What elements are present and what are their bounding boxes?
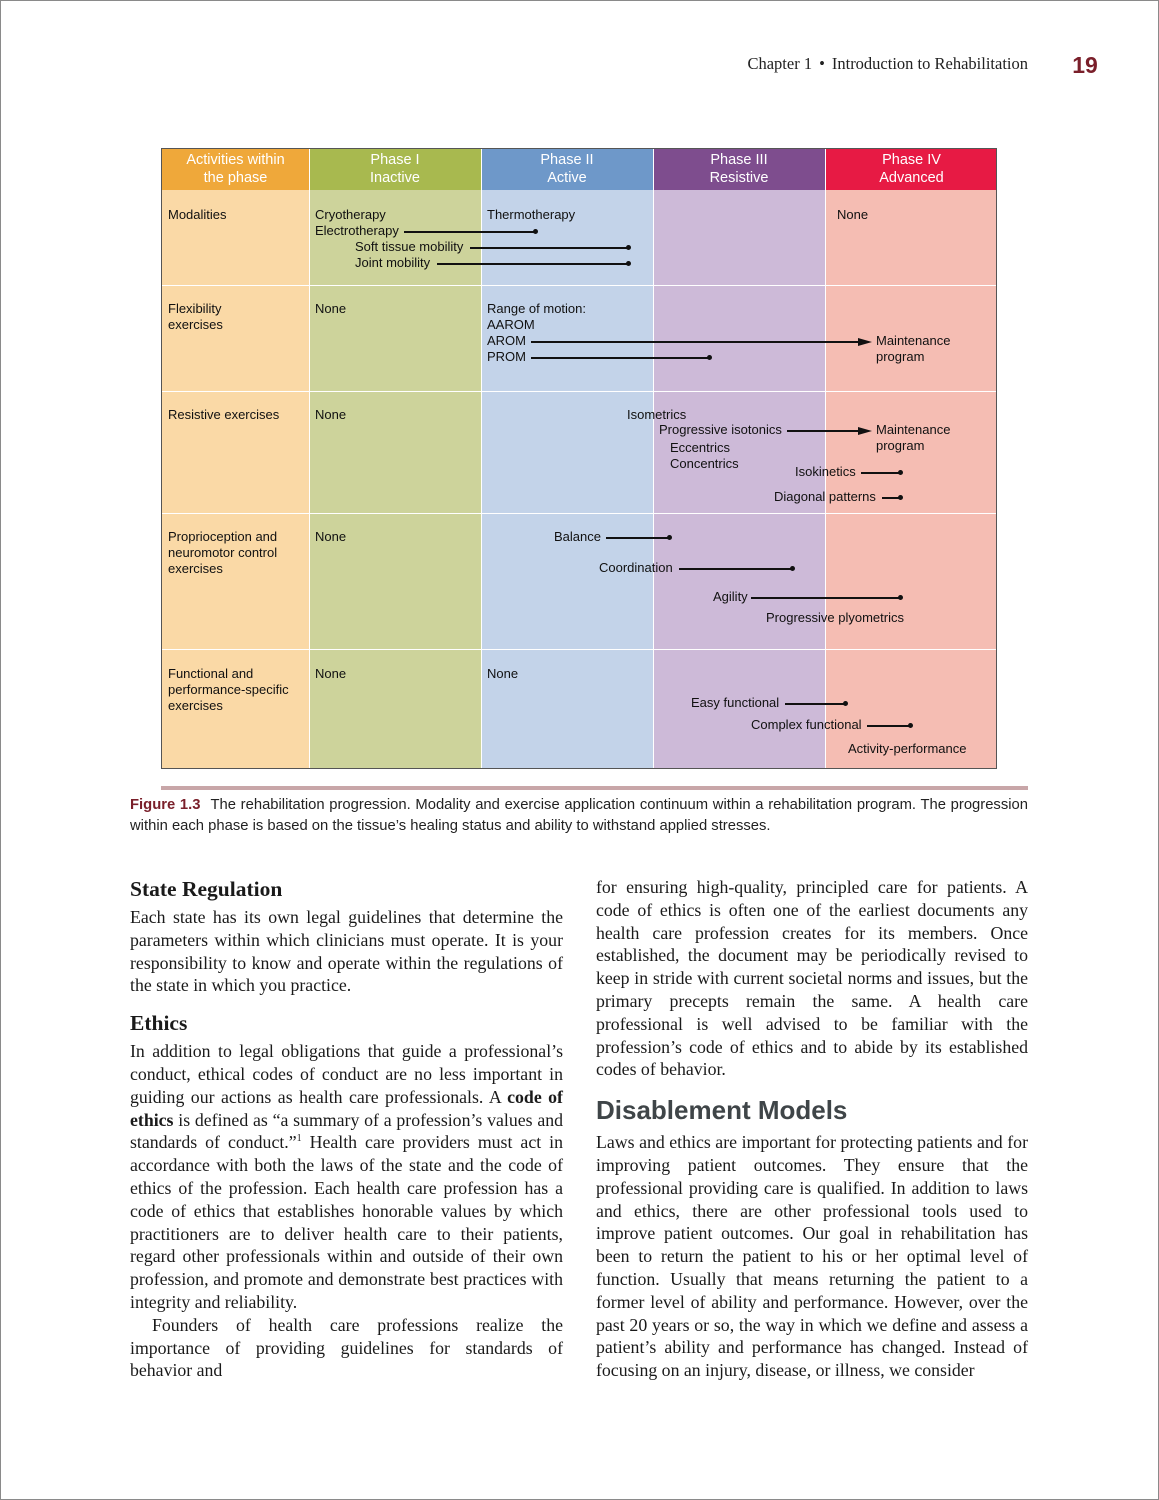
separator: • [819,54,825,73]
row-divider [162,391,996,392]
agility-label: Agility [713,589,748,604]
functional-phase1-none: None [315,666,347,681]
agility-line [751,597,900,599]
coordination-line-end [790,566,795,571]
disablement-body: Laws and ethics are important for protecting patients and for improving patient outcomes. They ensure that the professional providing care is qualified. In addition to laws and ethics, there are other professional tools used to improve patient outcomes. Our goal in rehabilitation has been to return the patient to his or her optimal level of function. Usually that means returning the patient to a former level of ability and performance. However, over the past 20 years or so, the way in which we define and assess a patient’s ability and performance has changed. Instead of focusing on an injury, disease, or illness, we consider [596,1132,1028,1381]
column-divider [309,149,310,768]
arom-arrow [858,338,872,346]
joint-mobility-line [437,263,628,265]
column-divider [825,149,826,768]
electrotherapy-line [404,231,535,233]
heading-ethics: Ethics [130,1011,188,1036]
arom-line [531,341,860,343]
header-phase4: Phase IV Advanced [825,149,997,190]
row-divider [162,285,996,286]
balance-line-end [667,535,672,540]
figure-label: Figure 1.3 [130,797,201,813]
column-phase4 [825,149,997,768]
flexibility-maintenance: Maintenance program [876,333,951,364]
easy-functional-line [785,703,845,705]
complex-functional-label: Complex functional [751,717,862,732]
eccentrics-label: Eccentrics [670,440,730,455]
prom-label: PROM [487,349,526,364]
isometrics-label: Isometrics [627,407,687,422]
column-divider [481,149,482,768]
row-divider [162,649,996,650]
resistive-phase1-none: None [315,407,347,422]
balance-line [606,537,669,539]
rehab-progression-figure [161,148,997,769]
ethics-paragraph-1: In addition to legal obligations that guide a professional’s conduct, ethical codes of conduct are no less important in guiding our actions as health care professionals. A code of ethics is defined as “a summary of a profession’s values and standards of conduct.”$^1$ Health care providers must act in accordance with both the laws of the state and the code of ethics of the profession. Each health care profession has a code of ethics that establishes honorable values by which practitioners are to deliver health care to their patients, regard other professionals within and outside of their own profession, and promote and demonstrate best practices with integrity and reliability. [130,1041,563,1312]
caption-text: The rehabilitation progression. Modality and exercise application continuum within a rehabilitation program. The progression within each phase is based on the tissue’s healing status and ability to withstand applied stresses. [130,797,1028,834]
row-divider [162,513,996,514]
soft-tissue-line-end [626,245,631,250]
heading-disablement-models: Disablement Models [596,1095,848,1126]
running-head [600,54,1028,74]
plyometrics-label: Progressive plyometrics [766,610,904,625]
page-number: 19 [1072,52,1098,78]
proprioception-phase1-none: None [315,529,347,544]
column-divider [653,149,654,768]
activity-performance-label: Activity-performance [848,741,967,756]
isotonics-line [787,430,860,432]
coordination-line [679,568,792,570]
diagonal-line-end [898,495,903,500]
soft-tissue-label: Soft tissue mobility [355,239,464,254]
cryotherapy-label: Cryotherapy [315,207,386,222]
easy-functional-label: Easy functional [691,695,780,710]
prom-line-end [707,355,712,360]
header-phase1: Phase I Inactive [309,149,481,190]
figure-rule [161,786,1028,790]
aarom-label: AAROM [487,317,535,332]
isokinetics-line-end [898,470,903,475]
modalities-phase4-none: None [837,207,869,222]
row-label-flexibility: Flexibility exercises [168,301,223,332]
diagonal-patterns-label: Diagonal patterns [774,489,876,504]
complex-functional-line-end [908,723,913,728]
easy-functional-line-end [843,701,848,706]
header-phase3: Phase III Resistive [653,149,825,190]
concentrics-label: Concentrics [670,456,739,471]
row-label-resistive: Resistive exercises [168,407,280,422]
flexibility-phase1-none: None [315,301,347,316]
soft-tissue-line [470,247,628,249]
header-phase2: Phase II Active [481,149,653,190]
thermotherapy-label: Thermotherapy [487,207,576,222]
electrotherapy-label: Electrotherapy [315,223,399,238]
reference-1: 1 [296,1133,302,1145]
agility-line-end [898,595,903,600]
header-activities: Activities within the phase [162,149,309,190]
balance-label: Balance [554,529,601,544]
right-column [596,876,1028,1382]
range-of-motion-label: Range of motion: [487,301,587,316]
left-column [130,876,563,1382]
chapter-label: Chapter 1 [747,54,813,73]
joint-mobility-line-end [626,261,631,266]
resistive-maintenance: Maintenance program [876,422,951,453]
row-label-modalities: Modalities [168,207,227,222]
ethics-paragraph-2-continued: for ensuring high-quality, principled care for patients. A code of ethics is often one of the earliest documents any health care profession creates for its members. Once established, the document may be periodically revised to keep in stride with current societal norms and issues, but the primary precepts remain the same. A health care professional is well advised to be familiar with the profession’s code of ethics and to abide by its established codes of behavior. [596,877,1028,1080]
heading-state-regulation: State Regulation [130,877,283,901]
code-of-ethics-term: code of ethics [130,1086,563,1130]
ethics-paragraph-2: Founders of health care professions realize the importance of providing guidelines for standards of behavior and [130,1314,563,1381]
isokinetics-label: Isokinetics [795,464,856,479]
row-label-functional: Functional and performance-specific exercises [168,666,289,713]
state-regulation-body: Each state has its own legal guidelines that determine the parameters within which clinicians must operate. It is your responsibility to know and operate within the regulations of the state in which you practice. [130,907,563,996]
electrotherapy-line-end [533,229,538,234]
joint-mobility-label: Joint mobility [355,255,431,270]
complex-functional-line [867,725,910,727]
isokinetics-line [861,472,900,474]
row-label-proprioception: Proprioception and neuromotor control exercises [168,529,278,576]
figure-caption [130,795,1028,837]
functional-phase2-none: None [487,666,519,681]
coordination-label: Coordination [599,560,673,575]
arom-label: AROM [487,333,526,348]
isotonics-arrow [858,427,872,435]
prom-line [531,357,709,359]
chapter-title: Introduction to Rehabilitation [831,54,1028,73]
progressive-isotonics-label: Progressive isotonics [659,422,782,437]
